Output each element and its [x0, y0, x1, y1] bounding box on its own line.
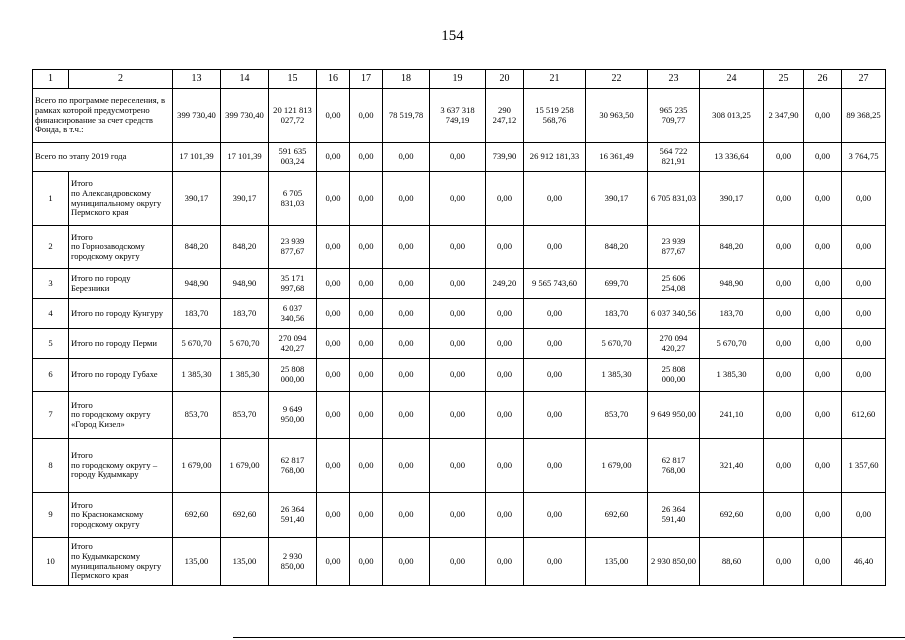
- value-cell: 0,00: [430, 226, 486, 269]
- table-row: [33, 359, 886, 392]
- table-row: [33, 299, 886, 329]
- value-cell: 0,00: [317, 89, 350, 143]
- value-cell: 13 336,64: [700, 143, 764, 172]
- value-cell: 183,70: [173, 299, 221, 329]
- value-cell: 0,00: [804, 143, 842, 172]
- value-cell: 135,00: [221, 538, 269, 586]
- value-cell: 0,00: [842, 493, 886, 538]
- value-cell: 0,00: [804, 538, 842, 586]
- value-cell: 46,40: [842, 538, 886, 586]
- row-name: Итого по Горнозаводскому городскому округу: [69, 226, 173, 269]
- value-cell: 5 670,70: [586, 329, 648, 359]
- value-cell: 0,00: [764, 226, 804, 269]
- value-cell: 0,00: [383, 269, 430, 299]
- value-cell: 0,00: [804, 329, 842, 359]
- row-number: 1: [33, 172, 69, 226]
- value-cell: 308 013,25: [700, 89, 764, 143]
- value-cell: 183,70: [586, 299, 648, 329]
- value-cell: 0,00: [350, 89, 383, 143]
- value-cell: 1 679,00: [221, 439, 269, 493]
- table-row: [33, 269, 886, 299]
- value-cell: 0,00: [430, 439, 486, 493]
- value-cell: 0,00: [430, 392, 486, 439]
- value-cell: 0,00: [764, 143, 804, 172]
- value-cell: 9 649 950,00: [269, 392, 317, 439]
- value-cell: 0,00: [350, 359, 383, 392]
- page-number: 154: [441, 28, 464, 44]
- row-number: 5: [33, 329, 69, 359]
- value-cell: 0,00: [430, 269, 486, 299]
- value-cell: 0,00: [430, 299, 486, 329]
- row-name: Итого по городскому округу – городу Кудымкару: [69, 439, 173, 493]
- value-cell: 0,00: [524, 226, 586, 269]
- value-cell: 5 670,70: [700, 329, 764, 359]
- value-cell: 290 247,12: [486, 89, 524, 143]
- value-cell: 3 637 318 749,19: [430, 89, 486, 143]
- value-cell: 1 385,30: [173, 359, 221, 392]
- value-cell: 692,60: [173, 493, 221, 538]
- value-cell: 948,90: [173, 269, 221, 299]
- value-cell: 2 347,90: [764, 89, 804, 143]
- value-cell: 0,00: [350, 226, 383, 269]
- value-cell: 2 930 850,00: [269, 538, 317, 586]
- value-cell: 0,00: [524, 329, 586, 359]
- value-cell: 399 730,40: [221, 89, 269, 143]
- header-cell: 17: [350, 70, 383, 89]
- header-cell: 24: [700, 70, 764, 89]
- value-cell: 16 361,49: [586, 143, 648, 172]
- value-cell: 0,00: [804, 269, 842, 299]
- value-cell: 0,00: [317, 143, 350, 172]
- table-container: [32, 69, 886, 586]
- table-row: [33, 392, 886, 439]
- value-cell: 25 808 000,00: [648, 359, 700, 392]
- value-cell: 23 939 877,67: [269, 226, 317, 269]
- value-cell: 135,00: [586, 538, 648, 586]
- value-cell: 692,60: [221, 493, 269, 538]
- header-cell: 13: [173, 70, 221, 89]
- value-cell: 591 635 003,24: [269, 143, 317, 172]
- value-cell: 241,10: [700, 392, 764, 439]
- value-cell: 249,20: [486, 269, 524, 299]
- value-cell: 88,60: [700, 538, 764, 586]
- value-cell: 26 912 181,33: [524, 143, 586, 172]
- header-cell: 26: [804, 70, 842, 89]
- value-cell: 20 121 813 027,72: [269, 89, 317, 143]
- row-number: 3: [33, 269, 69, 299]
- value-cell: 0,00: [486, 493, 524, 538]
- value-cell: 390,17: [586, 172, 648, 226]
- value-cell: 0,00: [317, 493, 350, 538]
- row-number: 10: [33, 538, 69, 586]
- value-cell: 0,00: [486, 439, 524, 493]
- value-cell: 6 705 831,03: [269, 172, 317, 226]
- value-cell: 0,00: [486, 172, 524, 226]
- value-cell: 0,00: [804, 299, 842, 329]
- value-cell: 0,00: [383, 493, 430, 538]
- row-number: 2: [33, 226, 69, 269]
- value-cell: 0,00: [350, 538, 383, 586]
- value-cell: 0,00: [804, 439, 842, 493]
- value-cell: 135,00: [173, 538, 221, 586]
- value-cell: 0,00: [350, 143, 383, 172]
- value-cell: 35 171 997,68: [269, 269, 317, 299]
- row-name: Итого по городу Березники: [69, 269, 173, 299]
- value-cell: 0,00: [764, 269, 804, 299]
- value-cell: 6 037 340,56: [648, 299, 700, 329]
- value-cell: 183,70: [221, 299, 269, 329]
- value-cell: 948,90: [700, 269, 764, 299]
- value-cell: 0,00: [804, 89, 842, 143]
- value-cell: 0,00: [764, 359, 804, 392]
- value-cell: 853,70: [173, 392, 221, 439]
- value-cell: 948,90: [221, 269, 269, 299]
- value-cell: 0,00: [430, 172, 486, 226]
- value-cell: 0,00: [486, 392, 524, 439]
- value-cell: 0,00: [350, 329, 383, 359]
- header-cell: 15: [269, 70, 317, 89]
- table-row: [33, 172, 886, 226]
- summary-row: [33, 143, 886, 172]
- value-cell: 853,70: [586, 392, 648, 439]
- header-cell: 25: [764, 70, 804, 89]
- header-cell: 14: [221, 70, 269, 89]
- value-cell: 183,70: [700, 299, 764, 329]
- table-row: [33, 226, 886, 269]
- table-body: [33, 70, 886, 586]
- value-cell: 0,00: [764, 439, 804, 493]
- value-cell: 1 385,30: [586, 359, 648, 392]
- value-cell: 0,00: [804, 392, 842, 439]
- value-cell: 612,60: [842, 392, 886, 439]
- value-cell: 0,00: [764, 493, 804, 538]
- row-name: Итого по Краснокамскому городскому округу: [69, 493, 173, 538]
- value-cell: 17 101,39: [221, 143, 269, 172]
- value-cell: 23 939 877,67: [648, 226, 700, 269]
- value-cell: 26 364 591,40: [269, 493, 317, 538]
- value-cell: 0,00: [383, 172, 430, 226]
- row-name: Итого по городскому округу «Город Кизел»: [69, 392, 173, 439]
- value-cell: 0,00: [842, 269, 886, 299]
- row-name: Итого по городу Перми: [69, 329, 173, 359]
- header-cell: 27: [842, 70, 886, 89]
- summary-row: [33, 89, 886, 143]
- value-cell: 0,00: [317, 329, 350, 359]
- header-cell: 19: [430, 70, 486, 89]
- value-cell: 0,00: [524, 359, 586, 392]
- value-cell: 0,00: [842, 359, 886, 392]
- value-cell: 0,00: [842, 172, 886, 226]
- value-cell: 848,20: [700, 226, 764, 269]
- value-cell: 399 730,40: [173, 89, 221, 143]
- value-cell: 1 385,30: [700, 359, 764, 392]
- value-cell: 0,00: [383, 226, 430, 269]
- value-cell: 848,20: [586, 226, 648, 269]
- value-cell: 6 705 831,03: [648, 172, 700, 226]
- table-row: [33, 439, 886, 493]
- row-name: Итого по Александровскому муниципальному округу Пермского края: [69, 172, 173, 226]
- row-name: Итого по городу Кунгуру: [69, 299, 173, 329]
- value-cell: 0,00: [350, 439, 383, 493]
- header-cell: 22: [586, 70, 648, 89]
- value-cell: 0,00: [383, 439, 430, 493]
- data-table: [32, 69, 886, 586]
- value-cell: 0,00: [524, 299, 586, 329]
- header-cell: 20: [486, 70, 524, 89]
- value-cell: 0,00: [430, 538, 486, 586]
- value-cell: 1 357,60: [842, 439, 886, 493]
- value-cell: 390,17: [221, 172, 269, 226]
- value-cell: 0,00: [842, 329, 886, 359]
- row-number: 6: [33, 359, 69, 392]
- value-cell: 848,20: [173, 226, 221, 269]
- value-cell: 30 963,50: [586, 89, 648, 143]
- value-cell: 9 565 743,60: [524, 269, 586, 299]
- row-number: 7: [33, 392, 69, 439]
- value-cell: 0,00: [764, 538, 804, 586]
- value-cell: 1 679,00: [586, 439, 648, 493]
- value-cell: 17 101,39: [173, 143, 221, 172]
- value-cell: 0,00: [486, 299, 524, 329]
- value-cell: 0,00: [842, 226, 886, 269]
- value-cell: 0,00: [524, 392, 586, 439]
- row-name: Итого по Кудымкарскому муниципальному округу Пермского края: [69, 538, 173, 586]
- value-cell: 0,00: [430, 359, 486, 392]
- value-cell: 0,00: [524, 493, 586, 538]
- bottom-rule: [233, 637, 905, 638]
- value-cell: 965 235 709,77: [648, 89, 700, 143]
- value-cell: 0,00: [317, 359, 350, 392]
- value-cell: 0,00: [317, 439, 350, 493]
- value-cell: 0,00: [383, 359, 430, 392]
- value-cell: 15 519 258 568,76: [524, 89, 586, 143]
- value-cell: 0,00: [350, 299, 383, 329]
- value-cell: 0,00: [350, 493, 383, 538]
- value-cell: 739,90: [486, 143, 524, 172]
- header-cell: 2: [69, 70, 173, 89]
- value-cell: 0,00: [764, 172, 804, 226]
- value-cell: 0,00: [486, 359, 524, 392]
- value-cell: 0,00: [524, 439, 586, 493]
- value-cell: 5 670,70: [173, 329, 221, 359]
- value-cell: 0,00: [383, 299, 430, 329]
- value-cell: 62 817 768,00: [269, 439, 317, 493]
- value-cell: 692,60: [586, 493, 648, 538]
- value-cell: 78 519,78: [383, 89, 430, 143]
- value-cell: 0,00: [317, 538, 350, 586]
- row-number: 9: [33, 493, 69, 538]
- value-cell: 0,00: [486, 329, 524, 359]
- value-cell: 270 094 420,27: [269, 329, 317, 359]
- header-row: [33, 70, 886, 89]
- value-cell: 62 817 768,00: [648, 439, 700, 493]
- value-cell: 270 094 420,27: [648, 329, 700, 359]
- value-cell: 9 649 950,00: [648, 392, 700, 439]
- table-row: [33, 329, 886, 359]
- value-cell: 25 808 000,00: [269, 359, 317, 392]
- value-cell: 692,60: [700, 493, 764, 538]
- header-cell: 1: [33, 70, 69, 89]
- value-cell: 6 037 340,56: [269, 299, 317, 329]
- value-cell: 0,00: [430, 329, 486, 359]
- value-cell: 0,00: [486, 226, 524, 269]
- value-cell: 0,00: [383, 143, 430, 172]
- value-cell: 0,00: [524, 172, 586, 226]
- value-cell: 0,00: [350, 392, 383, 439]
- header-cell: 21: [524, 70, 586, 89]
- value-cell: 89 368,25: [842, 89, 886, 143]
- row-number: 8: [33, 439, 69, 493]
- value-cell: 25 606 254,08: [648, 269, 700, 299]
- value-cell: 0,00: [317, 392, 350, 439]
- summary-name: Всего по программе переселения, в рамках которой предусмотрено финансирование за счет средств Фонда, в т.ч.:: [33, 89, 173, 143]
- value-cell: 0,00: [317, 226, 350, 269]
- value-cell: 390,17: [700, 172, 764, 226]
- table-row: [33, 538, 886, 586]
- value-cell: 0,00: [804, 226, 842, 269]
- value-cell: 0,00: [383, 329, 430, 359]
- value-cell: 0,00: [430, 493, 486, 538]
- value-cell: 0,00: [383, 392, 430, 439]
- value-cell: 390,17: [173, 172, 221, 226]
- row-name: Итого по городу Губахе: [69, 359, 173, 392]
- summary-name: Всего по этапу 2019 года: [33, 143, 173, 172]
- value-cell: 0,00: [317, 299, 350, 329]
- value-cell: 2 930 850,00: [648, 538, 700, 586]
- value-cell: 321,40: [700, 439, 764, 493]
- value-cell: 26 364 591,40: [648, 493, 700, 538]
- header-cell: 16: [317, 70, 350, 89]
- row-number: 4: [33, 299, 69, 329]
- value-cell: 0,00: [350, 172, 383, 226]
- value-cell: 3 764,75: [842, 143, 886, 172]
- value-cell: 0,00: [383, 538, 430, 586]
- value-cell: 0,00: [524, 538, 586, 586]
- value-cell: 0,00: [764, 329, 804, 359]
- value-cell: 0,00: [430, 143, 486, 172]
- table-row: [33, 493, 886, 538]
- value-cell: 0,00: [764, 299, 804, 329]
- value-cell: 853,70: [221, 392, 269, 439]
- value-cell: 0,00: [842, 299, 886, 329]
- header-cell: 23: [648, 70, 700, 89]
- value-cell: 848,20: [221, 226, 269, 269]
- value-cell: 1 679,00: [173, 439, 221, 493]
- value-cell: 1 385,30: [221, 359, 269, 392]
- value-cell: 0,00: [350, 269, 383, 299]
- header-cell: 18: [383, 70, 430, 89]
- value-cell: 0,00: [804, 493, 842, 538]
- value-cell: 0,00: [764, 392, 804, 439]
- value-cell: 699,70: [586, 269, 648, 299]
- value-cell: 564 722 821,91: [648, 143, 700, 172]
- value-cell: 0,00: [317, 172, 350, 226]
- value-cell: 0,00: [317, 269, 350, 299]
- value-cell: 0,00: [804, 359, 842, 392]
- value-cell: 0,00: [804, 172, 842, 226]
- value-cell: 0,00: [486, 538, 524, 586]
- value-cell: 5 670,70: [221, 329, 269, 359]
